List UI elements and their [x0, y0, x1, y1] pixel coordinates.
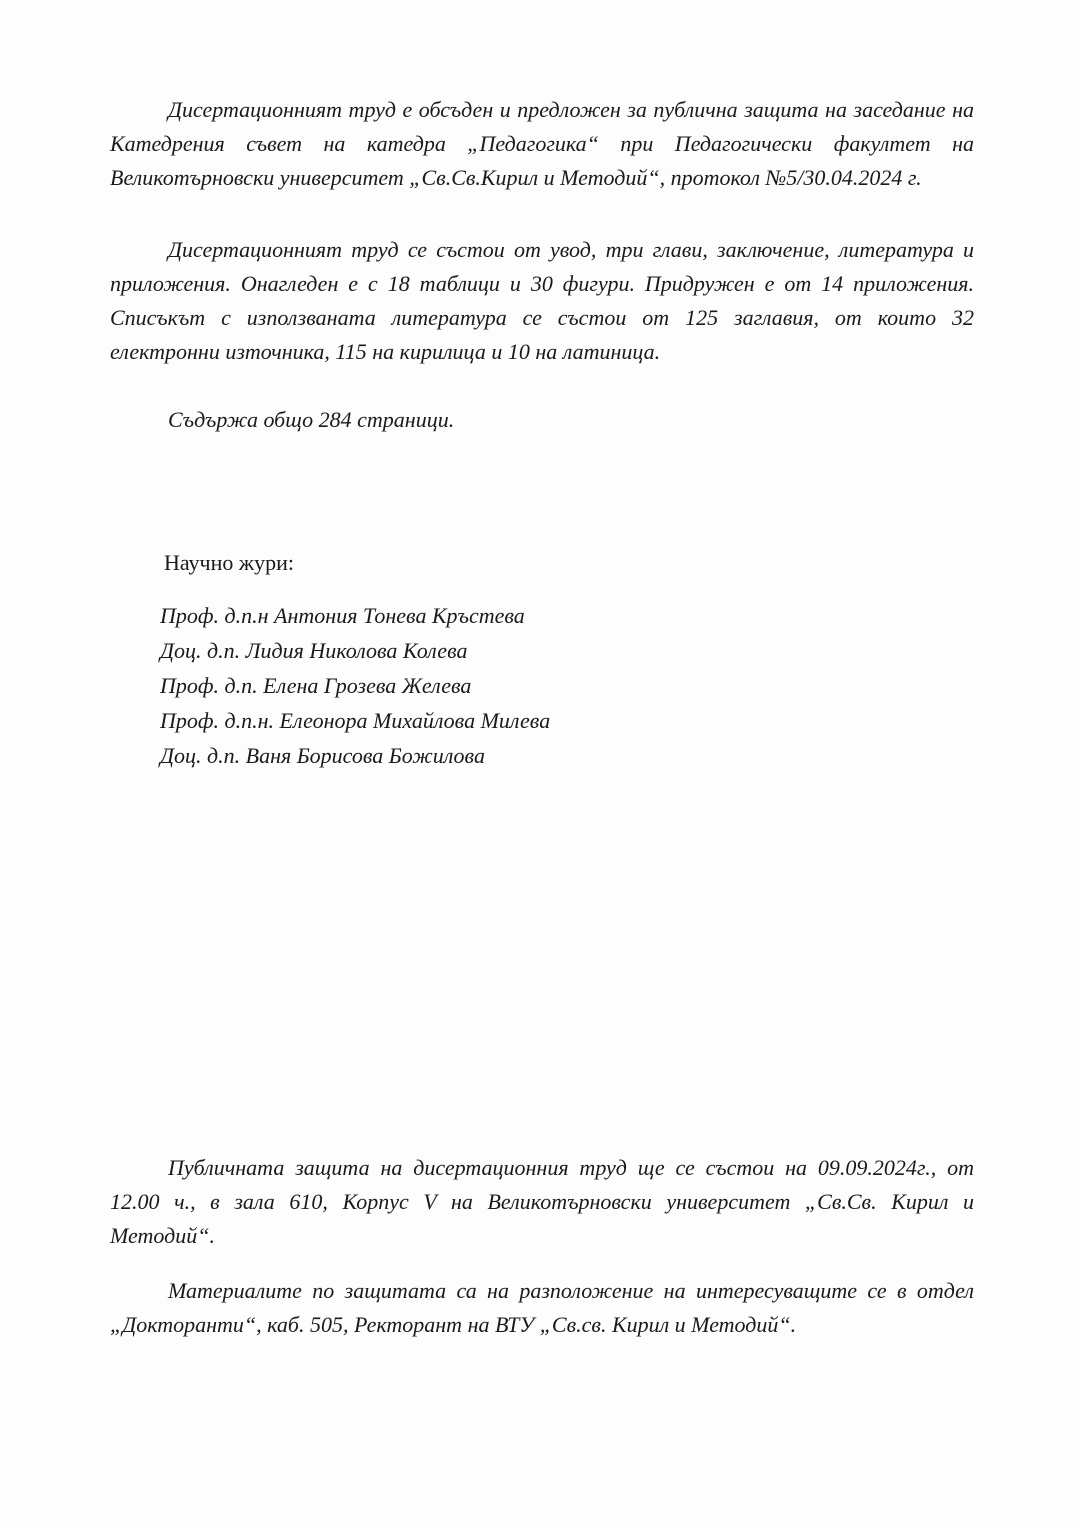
jury-member: Проф. д.п. Елена Грозева Желева [160, 673, 472, 698]
jury-member: Проф. д.п.н. Елеонора Михайлова Милева [160, 708, 551, 733]
structure-paragraph: Дисертационният труд се състои от увод, три глави, заключение, литература и приложения. Онагледен е с 18 таблици и 30 фигури. Придружен е от 14 приложения. Списъкът с използваната литература се състои от 125 заглавия, от които 32 електронни източника, 115 на кирилица и 10 на латиница. [110, 237, 974, 364]
jury-member: Проф. д.п.н Антония Тонева Кръстева [160, 603, 525, 628]
materials-paragraph: Материалите по защитата са на разположение на интересуващите се в отдел „Докторанти“, каб. 505, Ректорант на ВТУ „Св.св. Кирил и Методий“. [110, 1278, 974, 1337]
defense-paragraph: Публичната защита на дисертационния труд ще се състои на 09.09.2024г., от 12.00 ч., в зала 610, Корпус V на Великотърновски университет „Св.Св. Кирил и Методий“. [110, 1155, 974, 1248]
page-count-paragraph: Съдържа общо 284 страници. [168, 407, 455, 432]
jury-member: Доц. д.п. Ваня Борисова Божилова [160, 743, 485, 768]
jury-member: Доц. д.п. Лидия Николова Колева [160, 638, 468, 663]
jury-title: Научно жури: [164, 550, 294, 575]
discussion-paragraph: Дисертационният труд е обсъден и предложен за публична защита на заседание на Катедрения съвет на катедра „Педагогика“ при Педагогически факултет на Великотърновски университет „Св.Св.Кирил и Методий“, протокол №5/30.04.2024 г. [110, 97, 974, 190]
jury-list [160, 598, 550, 773]
